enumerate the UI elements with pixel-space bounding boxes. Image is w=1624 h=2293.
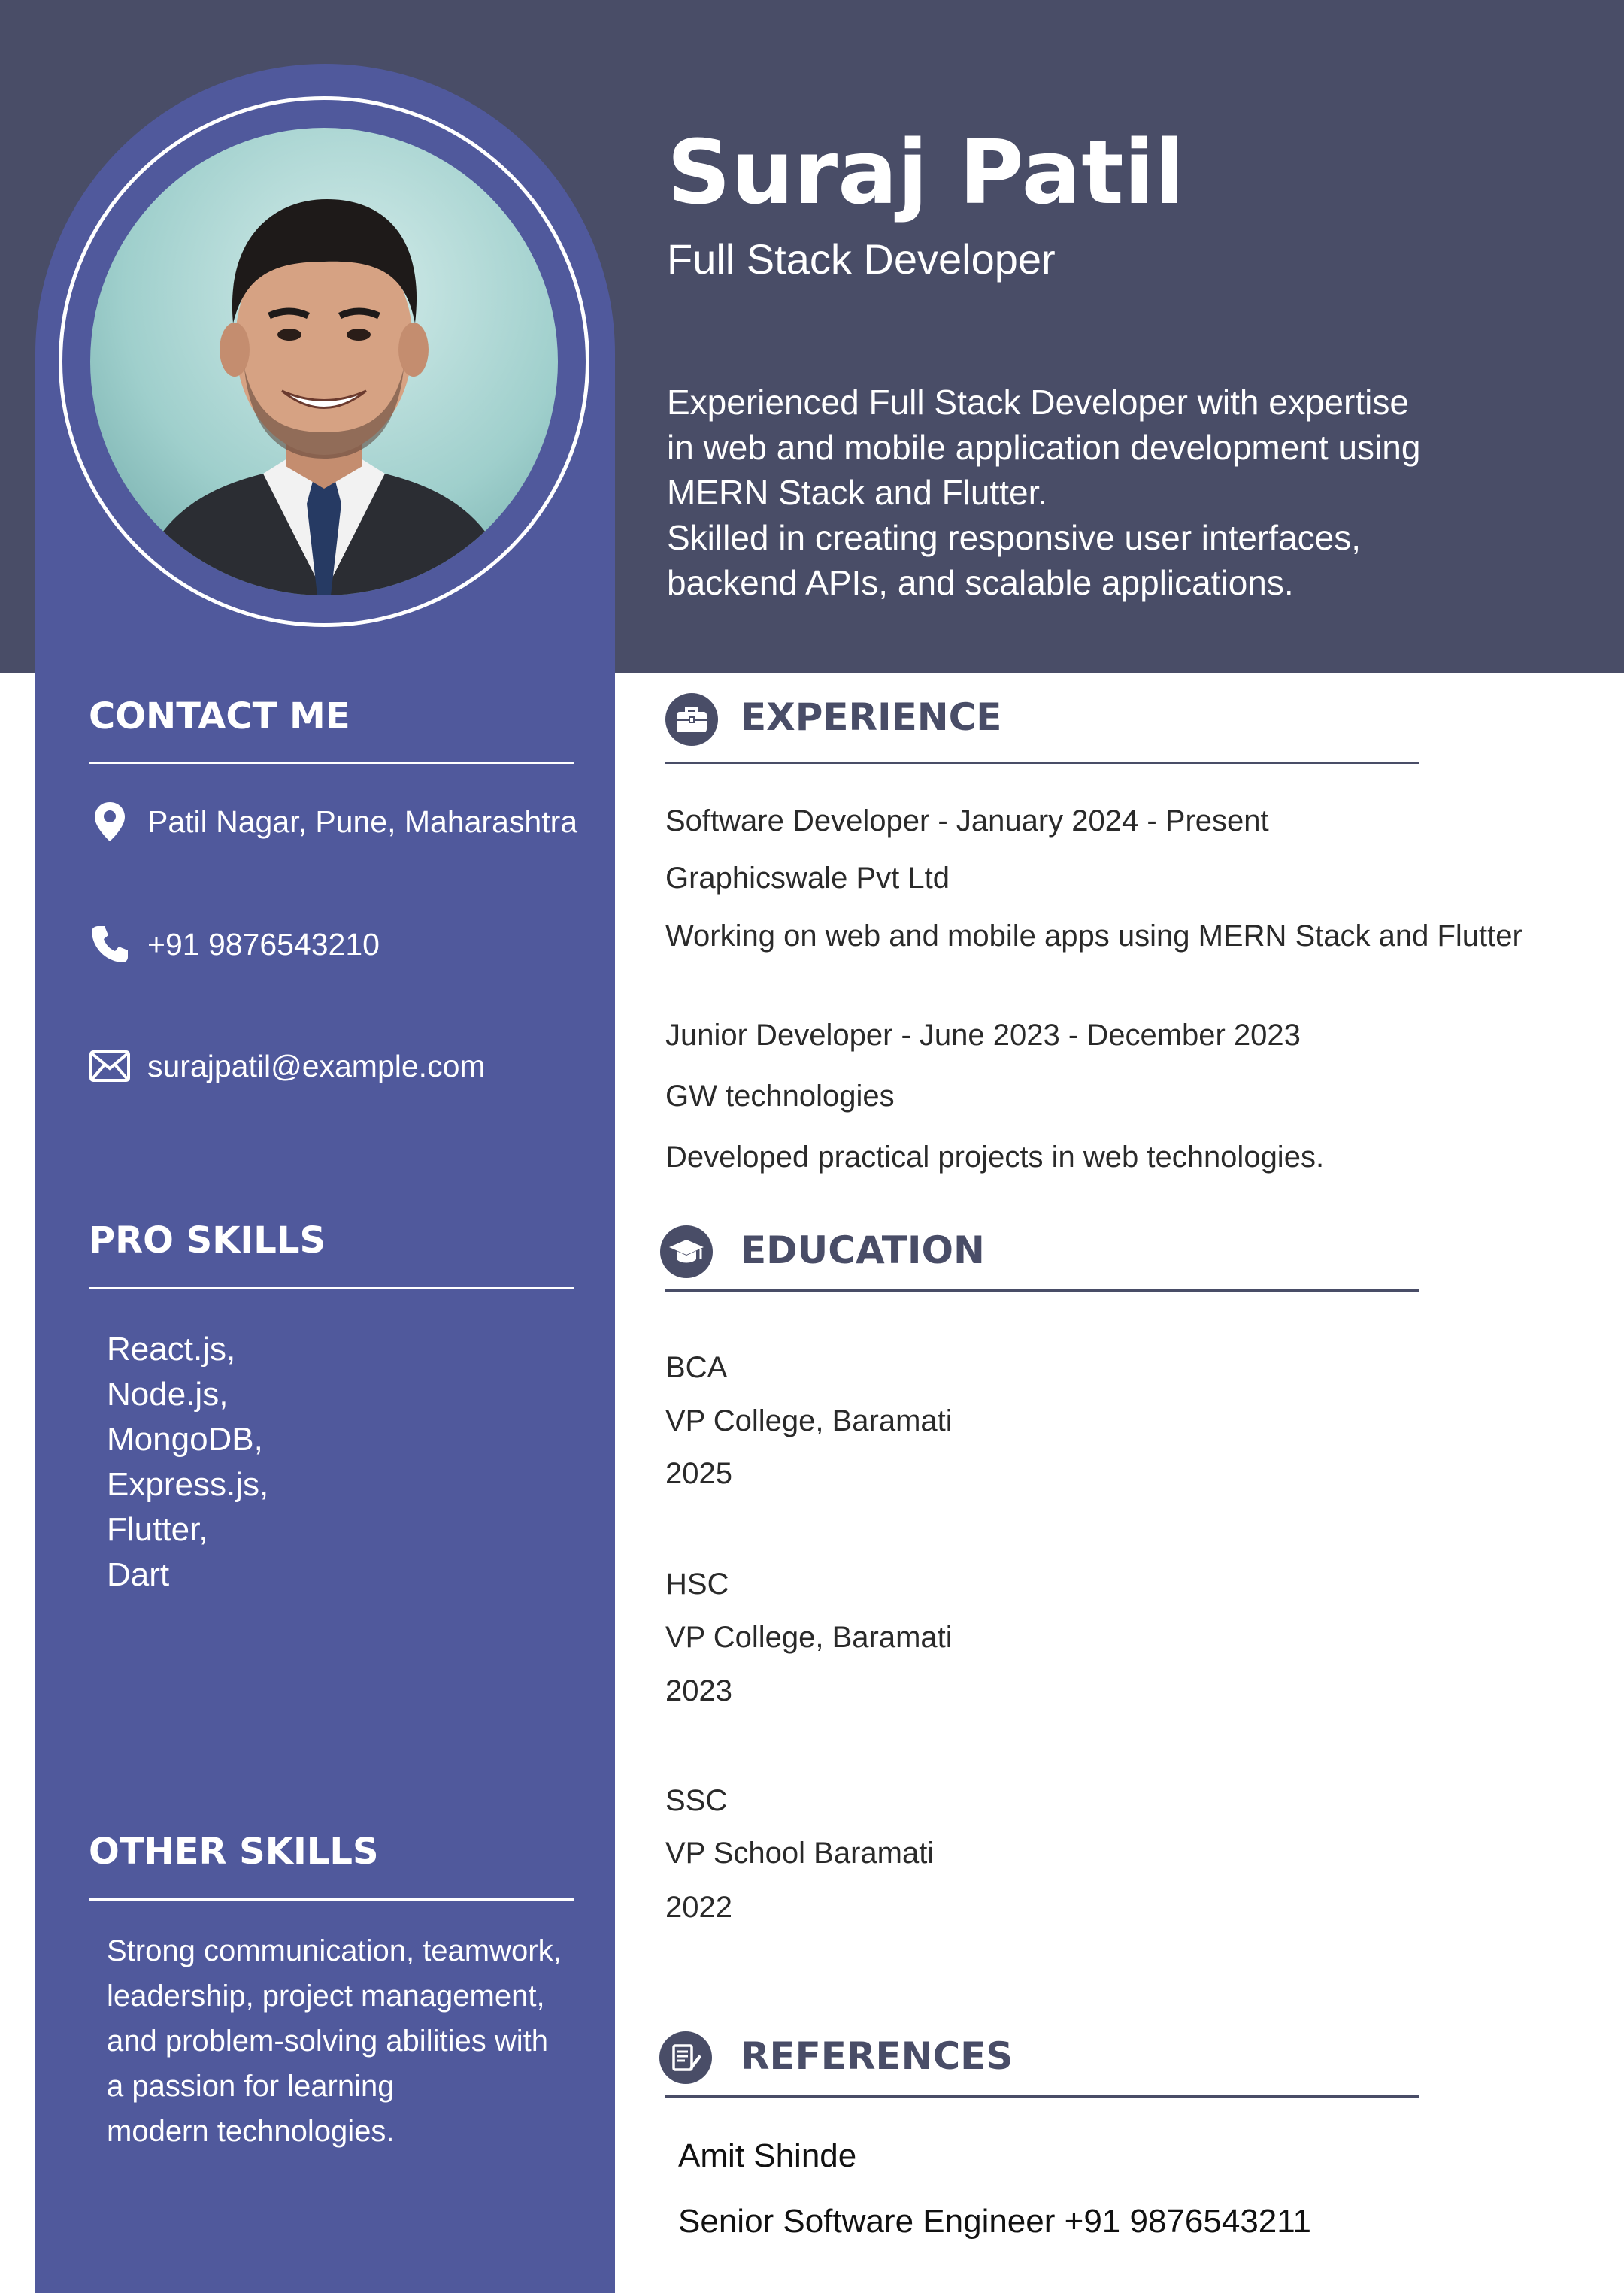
contact-phone-row bbox=[89, 923, 380, 965]
contact-title: CONTACT ME bbox=[89, 695, 350, 738]
reference-detail: Senior Software Engineer +91 9876543211 bbox=[678, 2203, 1311, 2240]
graduation-cap-icon bbox=[660, 1225, 713, 1278]
job-position: Software Developer - January 2024 - Present bbox=[665, 804, 1269, 838]
profile-summary bbox=[667, 380, 1554, 605]
experience-divider bbox=[665, 762, 1419, 764]
skill-item: React.js, bbox=[107, 1331, 236, 1368]
summary-line: Experienced Full Stack Developer with expertise bbox=[667, 383, 1409, 422]
skill-item: Node.js, bbox=[107, 1376, 229, 1413]
job-company: Graphicswale Pvt Ltd bbox=[665, 862, 950, 895]
summary-line: backend APIs, and scalable applications. bbox=[667, 563, 1294, 602]
job-description: Developed practical projects in web technologies. bbox=[665, 1140, 1325, 1174]
education-title: EDUCATION bbox=[741, 1228, 985, 1272]
skill-item: Dart bbox=[107, 1556, 170, 1593]
education-degree: SSC bbox=[665, 1784, 728, 1817]
education-year: 2025 bbox=[665, 1457, 732, 1490]
phone-icon bbox=[89, 923, 131, 965]
pro-skills-list bbox=[107, 1327, 268, 1598]
other-skills-line: and problem-solving abilities with bbox=[107, 2025, 548, 2058]
skill-item: Express.js, bbox=[107, 1466, 269, 1503]
briefcase-icon bbox=[665, 693, 718, 746]
envelope-icon bbox=[89, 1045, 131, 1087]
job-description: Working on web and mobile apps using MERN Stack and Flutter bbox=[665, 919, 1522, 953]
education-divider bbox=[665, 1289, 1419, 1292]
contact-address: Patil Nagar, Pune, Maharashtra bbox=[147, 804, 578, 839]
contact-email[interactable]: surajpatil@example.com bbox=[147, 1048, 486, 1083]
pro-skills-divider bbox=[89, 1287, 574, 1289]
education-year: 2022 bbox=[665, 1891, 732, 1924]
contact-address-row bbox=[89, 801, 577, 843]
experience-title: EXPERIENCE bbox=[741, 695, 1002, 739]
references-divider bbox=[665, 2095, 1419, 2098]
other-skills-line: modern technologies. bbox=[107, 2115, 395, 2148]
skill-item: MongoDB, bbox=[107, 1421, 263, 1458]
contact-phone[interactable]: +91 9876543210 bbox=[147, 926, 380, 962]
education-institution: VP College, Baramati bbox=[665, 1621, 953, 1654]
pro-skills-title: PRO SKILLS bbox=[89, 1219, 326, 1262]
job-position: Junior Developer - June 2023 - December 2023 bbox=[665, 1019, 1301, 1052]
other-skills-line: Strong communication, teamwork, bbox=[107, 1934, 562, 1967]
education-institution: VP College, Baramati bbox=[665, 1404, 953, 1437]
profile-photo bbox=[90, 128, 558, 595]
reference-name: Amit Shinde bbox=[678, 2137, 857, 2174]
contact-divider bbox=[89, 762, 574, 764]
location-pin-icon bbox=[89, 801, 131, 843]
document-pen-icon bbox=[659, 2031, 712, 2084]
other-skills-title: OTHER SKILLS bbox=[89, 1831, 379, 1873]
job-company: GW technologies bbox=[665, 1080, 895, 1113]
summary-line: in web and mobile application development using bbox=[667, 428, 1421, 467]
summary-line: MERN Stack and Flutter. bbox=[667, 473, 1048, 512]
other-skills-text bbox=[107, 1928, 603, 2154]
education-degree: BCA bbox=[665, 1351, 728, 1384]
other-skills-divider bbox=[89, 1898, 574, 1901]
education-institution: VP School Baramati bbox=[665, 1837, 935, 1870]
education-degree: HSC bbox=[665, 1568, 729, 1601]
references-title: REFERENCES bbox=[741, 2034, 1013, 2078]
candidate-name: Suraj Patil bbox=[667, 120, 1185, 224]
other-skills-line: a passion for learning bbox=[107, 2070, 395, 2103]
education-year: 2023 bbox=[665, 1674, 732, 1707]
skill-item: Flutter, bbox=[107, 1511, 208, 1548]
candidate-role: Full Stack Developer bbox=[667, 235, 1056, 283]
other-skills-line: leadership, project management, bbox=[107, 1979, 545, 2013]
contact-email-row bbox=[89, 1045, 486, 1087]
summary-line: Skilled in creating responsive user interfaces, bbox=[667, 518, 1362, 557]
